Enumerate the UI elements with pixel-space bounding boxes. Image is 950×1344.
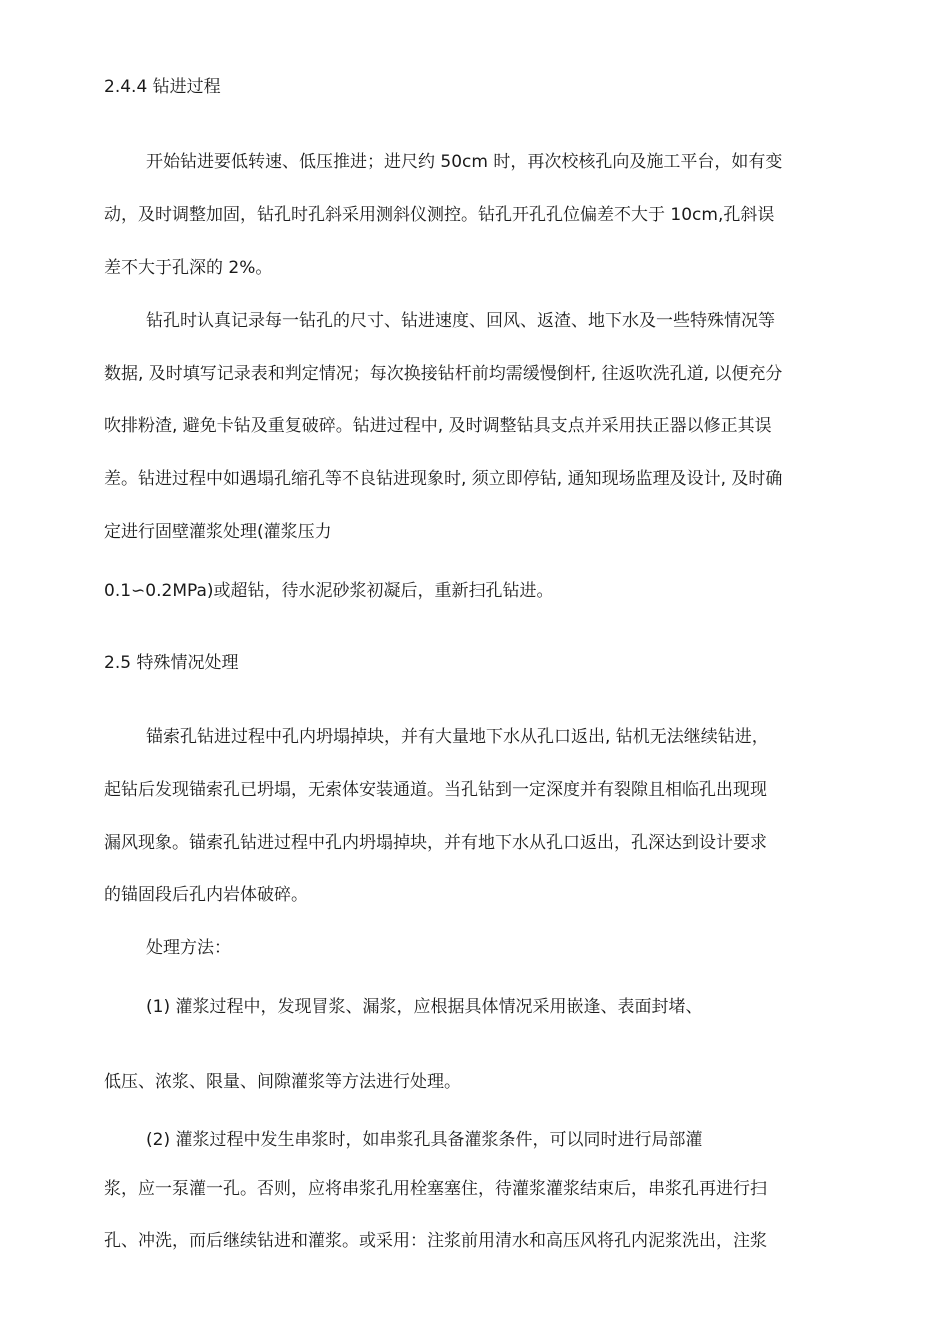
list-item-1-line: (1) 灌浆过程中，发现冒浆、漏浆，应根据具体情况采用嵌逢、表面封堵、 [146,997,703,1017]
paragraph-line: 差。钻进过程中如遇塌孔缩孔等不良钻进现象时, 须立即停钻, 通知现场监理及设计, 及时确 [104,469,783,489]
list-item-1-line: 低压、浓浆、限量、间隙灌浆等方法进行处理。 [104,1072,461,1092]
section-heading-2-4-4: 2.4.4 钻进过程 [104,77,221,97]
method-label: 处理方法： [146,938,231,958]
paragraph-line: 钻孔时认真记录每一钻孔的尺寸、钻进速度、回风、返渣、地下水及一些特殊情况等 [146,311,775,331]
paragraph-line: 锚索孔钻进过程中孔内坍塌掉块，并有大量地下水从孔口返出, 钻机无法继续钻进， [146,727,769,747]
list-item-2-line: (2) 灌浆过程中发生串浆时，如串浆孔具备灌浆条件，可以同时进行局部灌 [146,1130,703,1150]
list-item-2-line: 浆，应一泵灌一孔。否则，应将串浆孔用栓塞塞住，待灌浆灌浆结束后，串浆孔再进行扫 [104,1179,767,1199]
paragraph-line: 0.1∽0.2MPa)或超钻，待水泥砂浆初凝后，重新扫孔钻进。 [104,581,554,601]
paragraph-line: 吹排粉渣, 避免卡钻及重复破碎。钻进过程中, 及时调整钻具支点并采用扶正器以修正其误 [104,416,772,436]
paragraph-line: 开始钻进要低转速、低压推进；进尺约 50cm 时，再次校核孔向及施工平台，如有变 [146,152,783,172]
paragraph-line: 起钻后发现锚索孔已坍塌，无索体安装通道。当孔钻到一定深度并有裂隙且相临孔出现现 [104,780,767,800]
paragraph-line: 漏风现象。锚索孔钻进过程中孔内坍塌掉块，并有地下水从孔口返出，孔深达到设计要求 [104,833,767,853]
paragraph-line: 差不大于孔深的 2%。 [104,258,273,278]
section-heading-2-5: 2.5 特殊情况处理 [104,653,239,673]
list-item-2-line: 孔、冲洗，而后继续钻进和灌浆。或采用：注浆前用清水和高压风将孔内泥浆洗出，注浆 [104,1231,767,1251]
paragraph-line: 动，及时调整加固，钻孔时孔斜采用测斜仪测控。钻孔开孔孔位偏差不大于 10cm,孔斜误 [104,205,775,225]
paragraph-line: 数据, 及时填写记录表和判定情况；每次换接钻杆前均需缓慢倒杆, 往返吹洗孔道, 以便充分 [104,364,783,384]
paragraph-line: 的锚固段后孔内岩体破碎。 [104,885,308,905]
paragraph-line: 定进行固壁灌浆处理(灌浆压力 [104,522,332,542]
